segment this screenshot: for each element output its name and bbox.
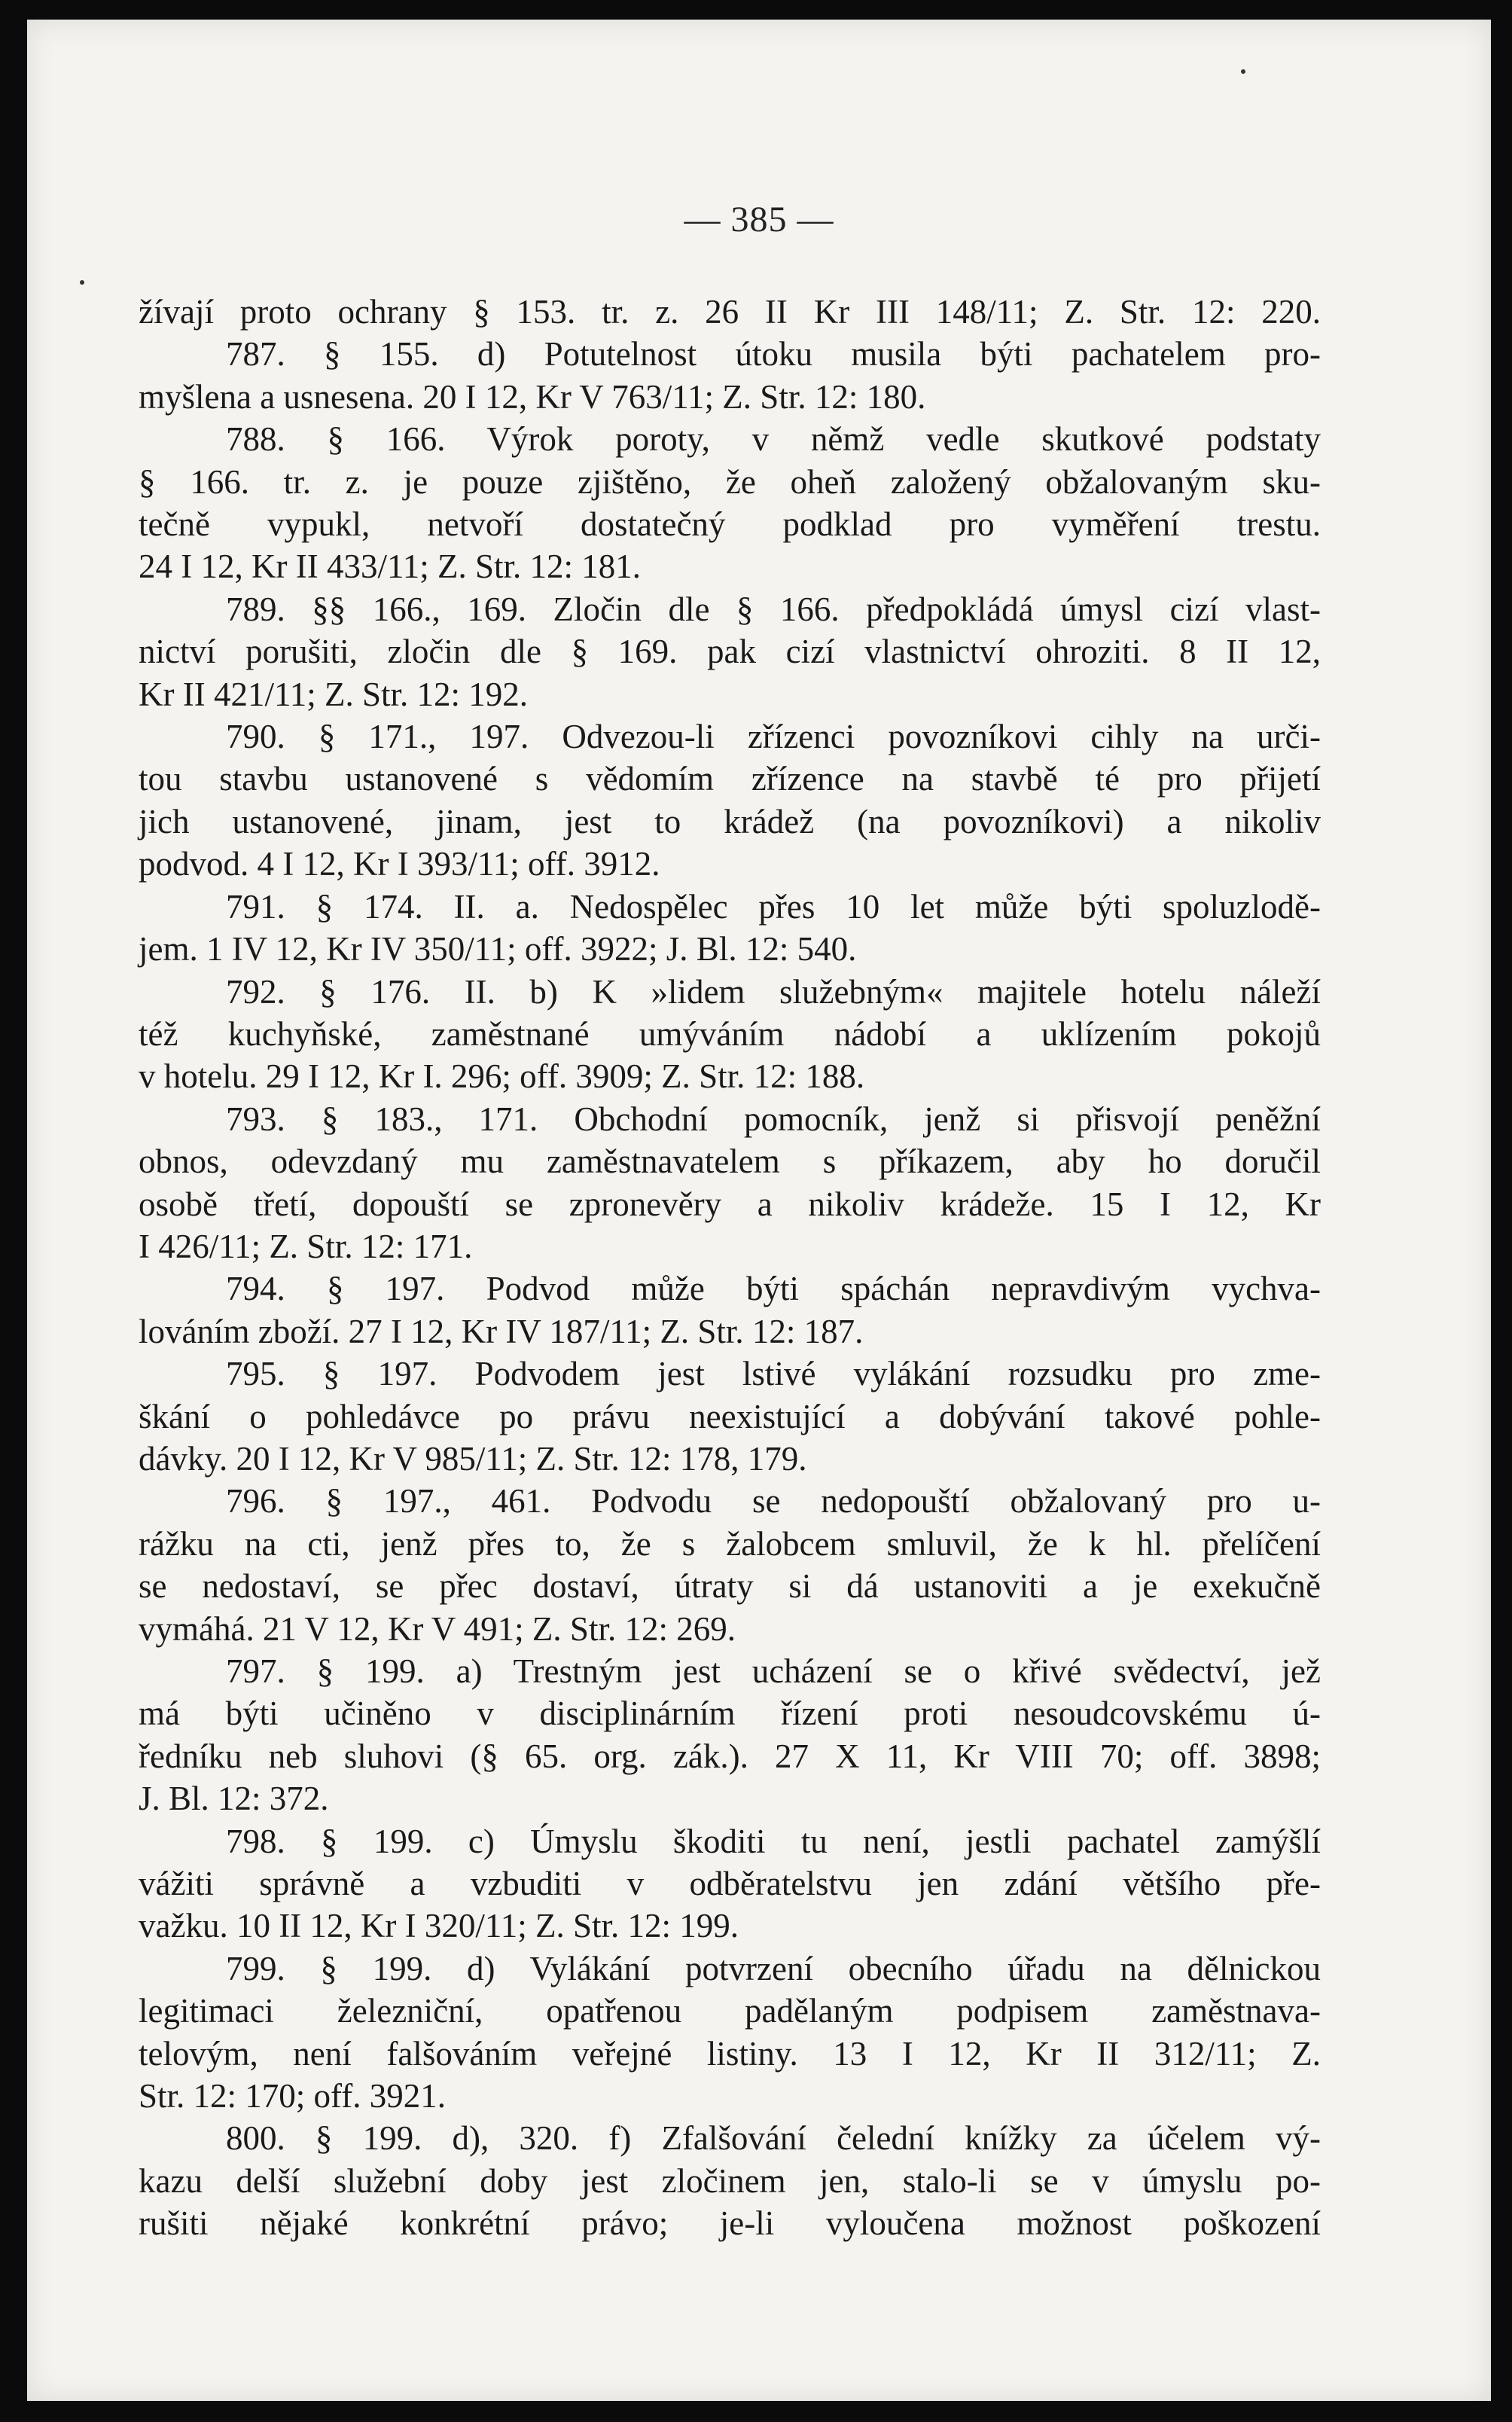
page-number: — 385 — [684,200,834,239]
text-line: 797. § 199. a) Trestným jest ucházení se o křivé svědectví, jež [226,1652,1321,1690]
text-line: v hotelu. 29 I 12, Kr I. 296; off. 3909; Z. Str. 12: 188. [139,1057,865,1096]
text-line: 791. § 174. II. a. Nedospělec přes 10 let může býti spoluzlodě- [226,887,1321,926]
text-line: J. Bl. 12: 372. [139,1780,329,1818]
text-line: 793. § 183., 171. Obchodní pomocník, jenž si přisvojí peněžní [226,1100,1321,1138]
text-line: § 166. tr. z. je pouze zjištěno, že oheň založený obžalovaným sku- [139,462,1321,501]
text-line: 794. § 197. Podvod může býti spáchán nepravdivým vychva- [226,1270,1321,1308]
text-line: 792. § 176. II. b) K »lidem služebným« majitele hotelu náleží [226,972,1321,1011]
scanned-page [27,20,1491,2401]
text-line: škání o pohledávce po právu neexistující a dobývání takové pohle- [139,1397,1321,1435]
text-line: dávky. 20 I 12, Kr V 985/11; Z. Str. 12: 178, 179. [139,1439,807,1478]
text-line: Kr II 421/11; Z. Str. 12: 192. [139,675,529,713]
text-line: legitimaci železniční, opatřenou padělaným podpisem zaměstnava- [139,1992,1321,2030]
text-line: obnos, odevzdaný mu zaměstnavatelem s příkazem, aby ho doručil [139,1142,1321,1181]
text-line: telovým, není falšováním veřejné listiny. 13 I 12, Kr II 312/11; Z. [139,2034,1321,2073]
scan-speck [80,280,84,285]
text-line: važku. 10 II 12, Kr I 320/11; Z. Str. 12: 199. [139,1907,739,1945]
text-line: lováním zboží. 27 I 12, Kr IV 187/11; Z. Str. 12: 187. [139,1312,864,1350]
text-line: kazu delší služební doby jest zločinem jen, stalo-li se v úmyslu po- [139,2161,1321,2200]
text-line: 795. § 197. Podvodem jest lstivé vylákání rozsudku pro zme- [226,1355,1321,1393]
scan-speck [1241,69,1245,74]
body-text [139,291,1321,2245]
text-line: 787. § 155. d) Potutelnost útoku musila býti pachatelem pro- [226,335,1321,374]
text-line: vážiti správně a vzbuditi v odběratelstvu jen zdání většího pře- [139,1865,1321,1903]
text-line: Str. 12: 170; off. 3921. [139,2077,446,2115]
text-line: též kuchyňské, zaměstnané umýváním nádobí a uklízením pokojů [139,1014,1321,1053]
text-line: 800. § 199. d), 320. f) Zfalšování čelední knížky za účelem vý- [226,2119,1321,2158]
text-line: rážku na cti, jenž přes to, že s žalobcem smluvil, že k hl. přelíčení [139,1524,1321,1563]
text-line: rušiti nějaké konkrétní právo; je-li vyloučena možnost poškození [139,2204,1321,2243]
text-line: 796. § 197., 461. Podvodu se nedopouští obžalovaný pro u- [226,1482,1321,1521]
text-line: žívají proto ochrany § 153. tr. z. 26 II Kr III 148/11; Z. Str. 12: 220. [139,293,1321,331]
text-line: 788. § 166. Výrok poroty, v němž vedle skutkové podstaty [226,420,1321,459]
text-line: má býti učiněno v disciplinárním řízení proti nesoudcovskému ú- [139,1694,1321,1733]
text-line: se nedostaví, se přec dostaví, útraty si dá ustanoviti a je exekučně [139,1567,1321,1606]
text-line: jem. 1 IV 12, Kr IV 350/11; off. 3922; J. Bl. 12: 540. [139,930,857,968]
text-line: myšlena a usnesena. 20 I 12, Kr V 763/11; Z. Str. 12: 180. [139,377,926,416]
text-line: tečně vypukl, netvoří dostatečný podklad pro vyměření trestu. [139,505,1321,544]
text-line: jich ustanovené, jinam, jest to krádež (na povozníkovi) a nikoliv [139,802,1321,840]
text-line: 799. § 199. d) Vylákání potvrzení obecního úřadu na dělnickou [226,1949,1321,1987]
text-line: I 426/11; Z. Str. 12: 171. [139,1227,473,1265]
text-line: 24 I 12, Kr II 433/11; Z. Str. 12: 181. [139,548,642,586]
text-line: podvod. 4 I 12, Kr I 393/11; off. 3912. [139,845,660,883]
text-line: vymáhá. 21 V 12, Kr V 491; Z. Str. 12: 269. [139,1609,736,1648]
text-line: nictví porušiti, zločin dle § 169. pak cizí vlastnictví ohroziti. 8 II 12, [139,633,1321,671]
text-line: 798. § 199. c) Úmyslu škoditi tu není, jestli pachatel zamýšlí [226,1822,1321,1860]
text-line: osobě třetí, dopouští se zpronevěry a nikoliv krádeže. 15 I 12, Kr [139,1185,1321,1223]
text-line: ředníku neb sluhovi (§ 65. org. zák.). 27 X 11, Kr VIII 70; off. 3898; [139,1737,1321,1775]
text-line: 790. § 171., 197. Odvezou-li zřízenci povozníkovi cihly na urči- [226,718,1321,756]
text-line: tou stavbu ustanovené s vědomím zřízence na stavbě té pro přijetí [139,760,1321,798]
text-line: 789. §§ 166., 169. Zločin dle § 166. předpokládá úmysl cizí vlast- [226,590,1321,628]
